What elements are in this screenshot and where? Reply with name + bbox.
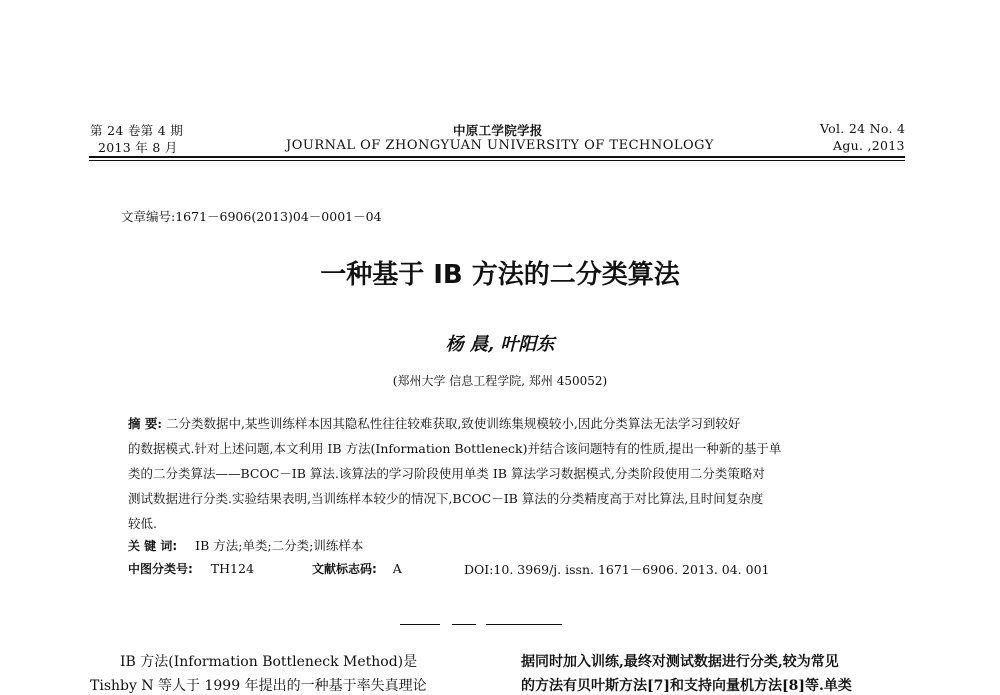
abstract-line: 的数据模式.针对上述问题,本文利用 IB 方法(Information Bottleneck)并结合该问题特有的性质,提出一种新的基于单 [128,441,782,456]
separator-dash [400,624,440,625]
journal-title-en: JOURNAL OF ZHONGYUAN UNIVERSITY OF TECHNOLOGY [286,138,714,153]
body-right-line: 的方法有贝叶斯方法[7]和支持向量机方法[8]等.单类 [521,678,852,694]
separator-dash [452,624,476,625]
keywords-row [128,536,363,554]
abstract-line: 类的二分类算法——BCOC－IB 算法.该算法的学习阶段使用单类 IB 算法学习数据模式,分类阶段使用二分类策略对 [128,466,765,481]
doi: DOI:10. 3969/j. issn. 1671－6906. 2013. 04. 001 [464,562,770,577]
volume-issue-cn: 第 24 卷第 4 期 [90,123,184,138]
abstract-label: 摘 要: [128,416,162,431]
date-en: Agu. ,2013 [833,138,905,153]
clc-label: 中图分类号: [128,562,193,576]
body-left-line: IB 方法(Information Bottleneck Method)是 [120,654,418,670]
header-rule-thin [89,160,905,161]
affiliation: (郑州大学 信息工程学院, 郑州 450052) [392,374,608,388]
article-title: 一种基于 IB 方法的二分类算法 [320,260,680,290]
abstract-line [128,416,868,432]
header-rule-thick [89,156,905,158]
date-cn: 2013 年 8 月 [98,140,178,155]
keywords-label: 关 键 词: [128,539,178,553]
article-number: 文章编号:1671－6906(2013)04－0001－04 [121,209,382,224]
clc-row [128,560,254,577]
doc-code-row [312,560,402,577]
doc-code-value: A [392,561,402,576]
separator-dash [486,624,562,625]
abstract-line: 较低. [128,516,157,531]
abstract-text: 二分类数据中,某些训练样本因其隐私性往往较难获取,致使训练集规模较小,因此分类算法无法学习到较好 [165,416,741,431]
body-left-line: Tishby N 等人于 1999 年提出的一种基于率失真理论 [90,678,427,694]
doc-code-label: 文献标志码: [312,562,377,576]
journal-title-cn: 中原工学院学报 [453,123,543,138]
body-right-line: 据同时加入训练,最终对测试数据进行分类,较为常见 [521,654,839,670]
volume-issue-en: Vol. 24 No. 4 [820,121,906,136]
authors: 杨 晨, 叶阳东 [445,334,555,355]
keywords-value: IB 方法;单类;二分类;训练样本 [195,538,364,553]
clc-value: TH124 [210,561,254,576]
abstract-line: 测试数据进行分类.实验结果表明,当训练样本较少的情况下,BCOC－IB 算法的分类精度高于对比算法,且时间复杂度 [128,491,764,506]
